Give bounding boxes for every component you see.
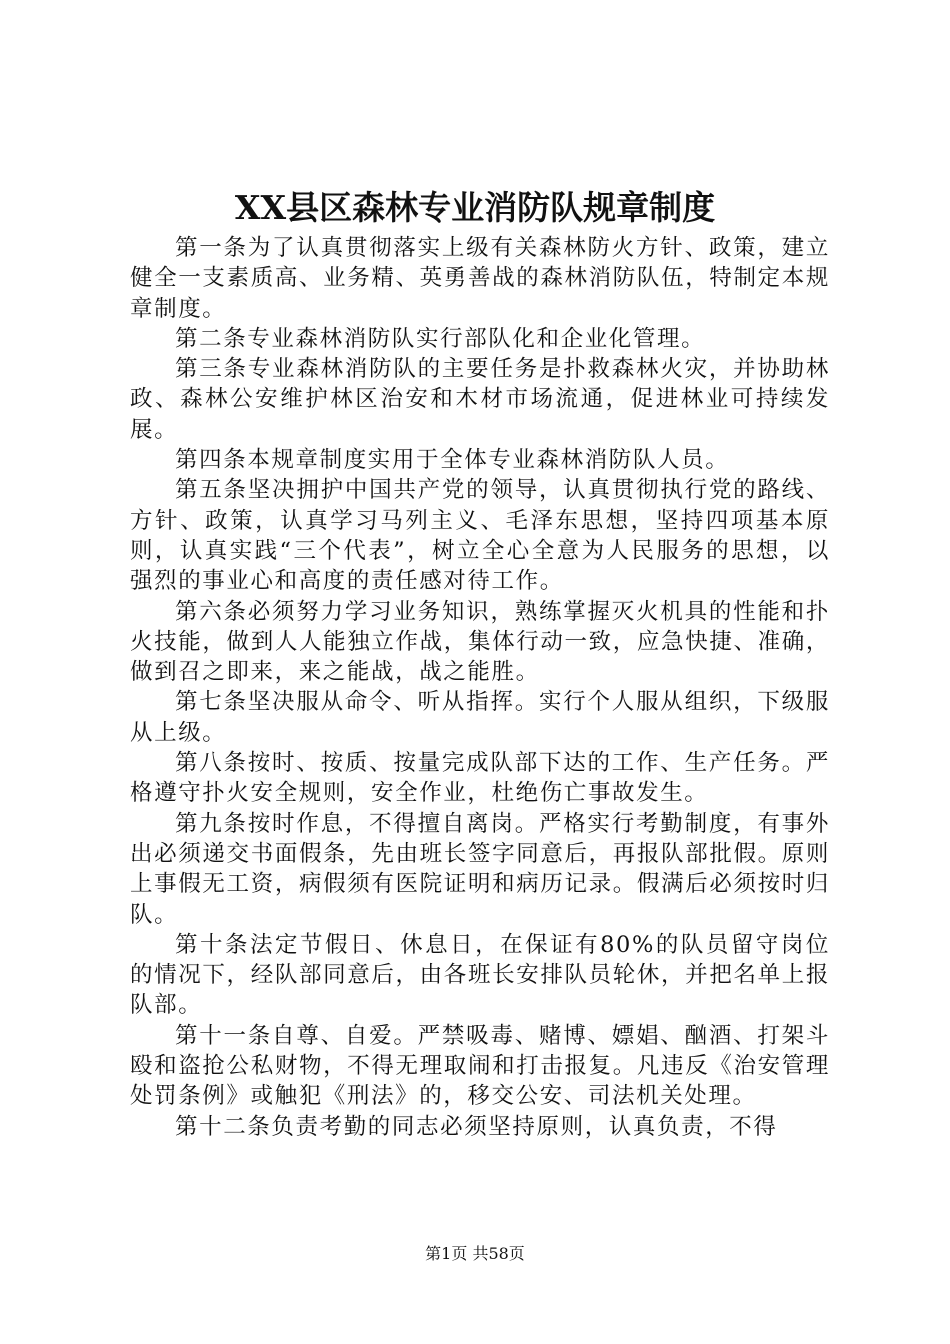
article-paragraph: 第一条为了认真贯彻落实上级有关森林防火方针、政策，建立健全一支素质高、业务精、英勇善战的森林消防队伍，特制定本规章制度。 xyxy=(130,235,830,322)
article-paragraph: 第三条专业森林消防队的主要任务是扑救森林火灾，并协助林政、森林公安维护林区治安和木材市场流通，促进林业可持续发展。 xyxy=(130,356,830,443)
article-paragraph: 第十条法定节假日、休息日，在保证有80%的队员留守岗位的情况下，经队部同意后，由各班长安排队员轮休，并把名单上报队部。 xyxy=(130,931,830,1019)
document-body xyxy=(130,233,830,1142)
article-paragraph: 第七条坚决服从命令、听从指挥。实行个人服从组织，下级服从上级。 xyxy=(130,689,830,746)
article-paragraph: 第十一条自尊、自爱。严禁吸毒、赌博、嫖娼、酗酒、打架斗殴和盗抢公私财物，不得无理取闹和打击报复。凡违反《治安管理处罚条例》或触犯《刑法》的，移交公安、司法机关处理。 xyxy=(130,1022,830,1110)
article-paragraph: 第二条专业森林消防队实行部队化和企业化管理。 xyxy=(175,325,706,352)
document-title: XX县区森林专业消防队规章制度 xyxy=(234,188,716,227)
article-paragraph: 第五条坚决拥护中国共产党的领导，认真贯彻执行党的路线、方针、政策，认真学习马列主义、毛泽东思想，坚持四项基本原则，认真实践“三个代表”，树立全心全意为人民服务的思想，以强烈的事业心和高度的责任感对待工作。 xyxy=(130,477,830,595)
article-paragraph: 第八条按时、按质、按量完成队部下达的工作、生产任务。严格遵守扑火安全规则，安全作业，杜绝伤亡事故发生。 xyxy=(130,750,830,807)
page-footer: 第1页 共58页 xyxy=(425,1244,525,1263)
article-paragraph: 第四条本规章制度实用于全体专业森林消防队人员。 xyxy=(175,447,730,474)
article-paragraph: 第六条必须努力学习业务知识，熟练掌握灭火机具的性能和扑火技能，做到人人能独立作战，集体行动一致，应急快捷、准确，做到召之即来，来之能战，战之能胜。 xyxy=(130,598,830,686)
article-paragraph: 第十二条负责考勤的同志必须坚持原则，认真负责，不得 xyxy=(175,1113,778,1140)
article-paragraph: 第九条按时作息，不得擅自离岗。严格实行考勤制度，有事外出必须递交书面假条，先由班长签字同意后，再报队部批假。原则上事假无工资，病假须有医院证明和病历记录。假满后必须按时归队。 xyxy=(130,810,830,928)
